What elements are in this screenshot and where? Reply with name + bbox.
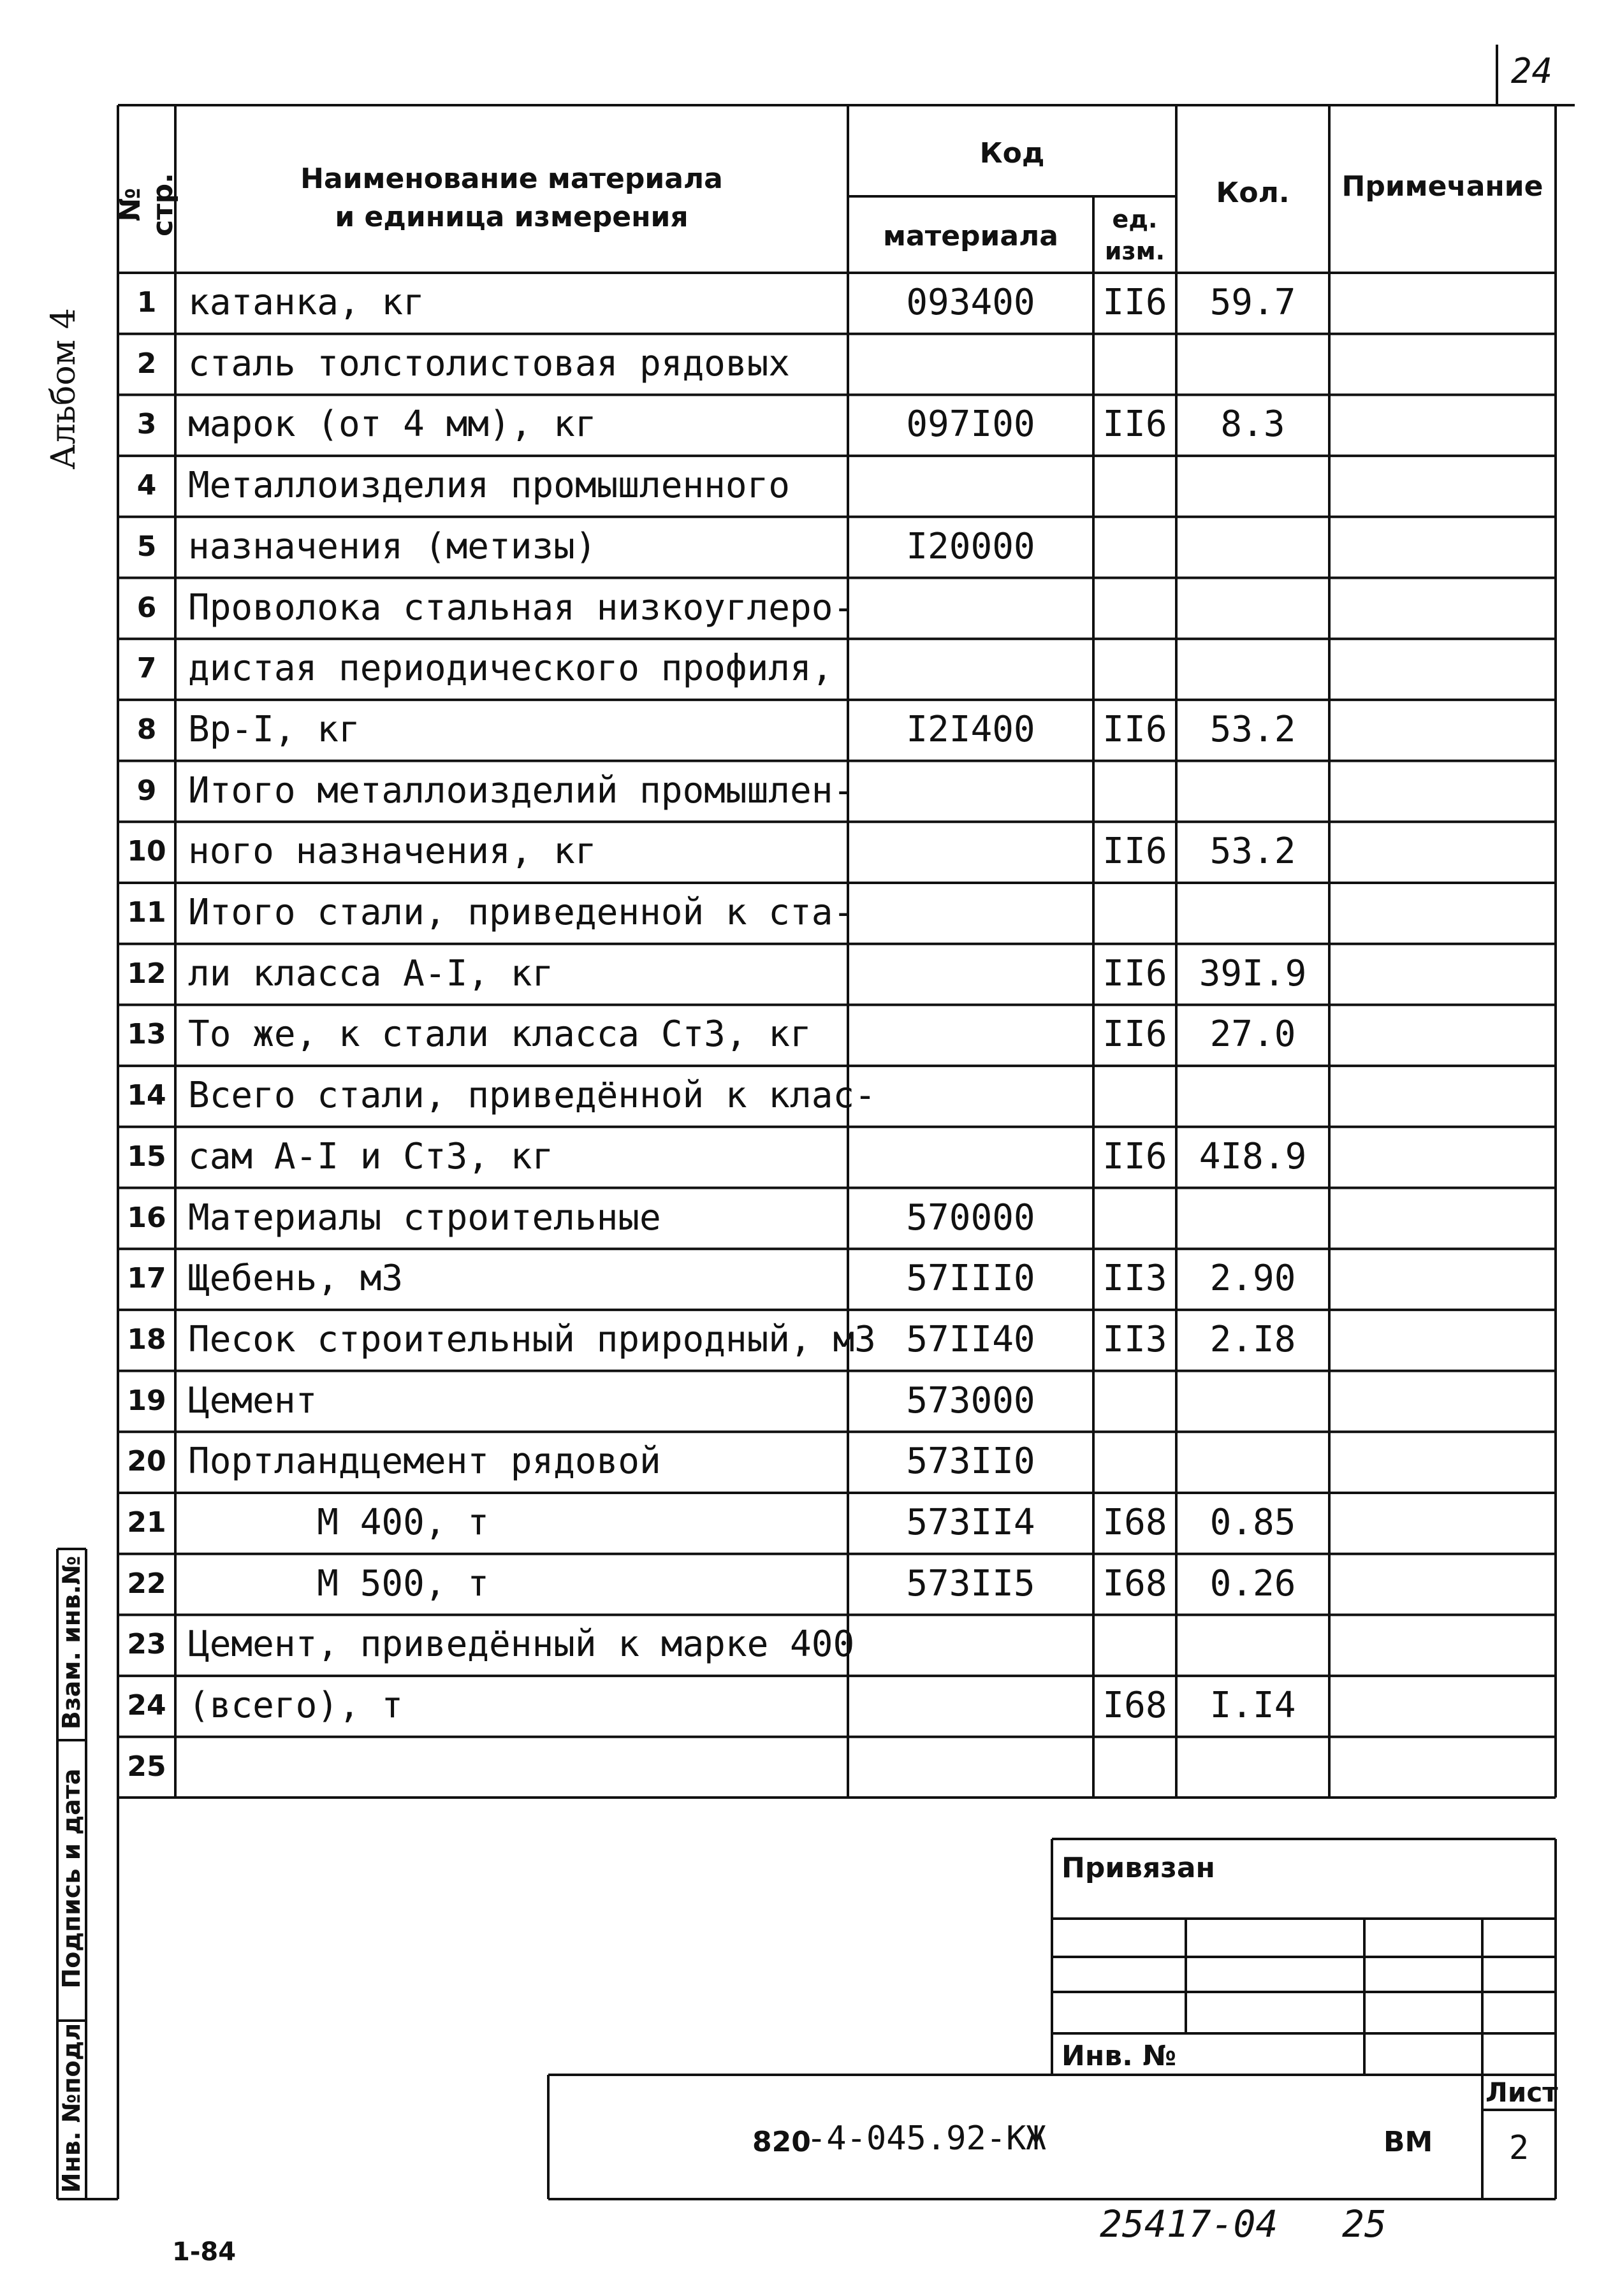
material-code: [848, 1005, 1093, 1064]
material-name: [188, 1737, 845, 1797]
unit-code: [1093, 1188, 1176, 1248]
unit-code: [1093, 334, 1176, 394]
unit-code: II6: [1102, 403, 1167, 446]
header-name-line1: Наименование материала: [300, 163, 723, 195]
unit-code: II6: [1102, 1135, 1167, 1177]
material-name: Итого металлоизделий промышлен-: [188, 769, 855, 811]
material-name: М 400, т: [188, 1502, 490, 1543]
material-code: I20000: [906, 525, 1035, 567]
material-name: сталь толстолистовая рядовых: [188, 342, 791, 384]
sheet-label: Лист: [1485, 2077, 1558, 2108]
quantity: [1176, 761, 1329, 821]
album-label: Альбом 4: [45, 308, 83, 470]
material-code: 573II4: [906, 1502, 1035, 1543]
material-code: [848, 822, 1093, 882]
quantity: [1176, 517, 1329, 577]
unit-code: II6: [1102, 1014, 1167, 1056]
header-unit-line2: изм.: [1104, 237, 1165, 265]
quantity: 0.85: [1209, 1502, 1296, 1543]
unit-code: [1093, 761, 1176, 821]
row-number: 1: [136, 286, 157, 319]
unit-code: [1093, 1737, 1176, 1797]
row-number: 25: [127, 1750, 166, 1783]
row-number: 20: [127, 1445, 166, 1478]
quantity: [1176, 456, 1329, 516]
header-qty: Кол.: [1216, 177, 1290, 209]
material-name: сам А-I и Ст3, кг: [188, 1135, 554, 1177]
row-number: 13: [127, 1018, 166, 1051]
material-code: [848, 1615, 1093, 1675]
unit-code: II6: [1102, 708, 1167, 750]
unit-code: [1093, 1432, 1176, 1492]
material-code: 573II0: [906, 1441, 1035, 1483]
material-name: ного назначения, кг: [188, 831, 597, 873]
material-name: Металлоизделия промышленного: [188, 465, 791, 507]
material-name: Песок строительный природный, м3: [188, 1318, 876, 1360]
archive-number: 25417-04: [1100, 2202, 1278, 2246]
unit-code: II3: [1102, 1258, 1167, 1300]
sheet-number: 2: [1508, 2129, 1529, 2167]
header-code: Код: [979, 137, 1045, 170]
stamp-inv-original: Инв. №подл: [57, 2023, 85, 2193]
material-code: [848, 1676, 1093, 1736]
doc-prefix: 820: [752, 2126, 811, 2158]
unit-code: [1093, 883, 1176, 943]
material-name: Всего стали, приведённой к клас-: [188, 1075, 876, 1117]
quantity: [1176, 1188, 1329, 1248]
material-code: [848, 1127, 1093, 1187]
material-code: [848, 883, 1093, 943]
header-unit-line1: ед.: [1112, 205, 1158, 233]
row-number: 2: [136, 347, 157, 380]
row-number: 18: [127, 1323, 166, 1356]
material-name: Цемент, приведённый к марке 400: [188, 1624, 855, 1666]
material-code: [848, 334, 1093, 394]
quantity: 4I8.9: [1199, 1135, 1307, 1177]
row-number: 4: [136, 469, 157, 502]
quantity: [1176, 1432, 1329, 1492]
quantity: [1176, 334, 1329, 394]
row-number: 23: [127, 1628, 166, 1661]
row-number: 5: [136, 530, 157, 563]
row-number: 8: [136, 713, 157, 746]
row-number: 7: [136, 652, 157, 685]
quantity: I.I4: [1209, 1685, 1296, 1727]
unit-code: I68: [1102, 1502, 1167, 1543]
material-name: То же, к стали класса Ст3, кг: [188, 1014, 812, 1056]
title-privyazan: Привязан: [1062, 1852, 1215, 1884]
material-name: М 500, т: [188, 1562, 490, 1604]
unit-code: [1093, 639, 1176, 699]
material-name: Щебень, м3: [188, 1258, 404, 1300]
material-name: ли класса А-I, кг: [188, 952, 554, 994]
row-number: 14: [127, 1079, 166, 1112]
unit-code: [1093, 1371, 1176, 1431]
row-number: 12: [127, 957, 166, 990]
quantity: 2.I8: [1209, 1318, 1296, 1360]
header-note: Примечание: [1341, 170, 1543, 203]
material-code: 573000: [906, 1379, 1035, 1421]
material-name: марок (от 4 мм), кг: [188, 403, 597, 446]
material-code: 57II40: [906, 1318, 1035, 1360]
quantity: 53.2: [1209, 708, 1296, 750]
material-name: Цемент: [188, 1379, 317, 1421]
row-number: 9: [136, 774, 157, 807]
material-code: [848, 639, 1093, 699]
row-number: 21: [127, 1506, 166, 1539]
quantity: [1176, 1615, 1329, 1675]
corner-page-number: 24: [1511, 51, 1553, 91]
row-number: 3: [136, 408, 157, 441]
material-code: 093400: [906, 282, 1035, 323]
quantity: [1176, 1371, 1329, 1431]
material-code: [848, 578, 1093, 638]
form-number: 1-84: [172, 2237, 237, 2267]
quantity: 53.2: [1209, 831, 1296, 873]
unit-code: I68: [1102, 1562, 1167, 1604]
title-inv-no: Инв. №: [1062, 2040, 1177, 2072]
material-name: Итого стали, приведенной к ста-: [188, 892, 855, 933]
quantity: 59.7: [1209, 282, 1296, 323]
row-number: 10: [127, 835, 166, 868]
material-code: 573II5: [906, 1562, 1035, 1604]
row-number: 24: [127, 1689, 166, 1722]
material-code: 570000: [906, 1196, 1035, 1239]
unit-code: [1093, 517, 1176, 577]
stamp-sign-date: Подпись и дата: [57, 1768, 85, 1989]
material-name: дистая периодического профиля,: [188, 648, 833, 690]
quantity: 0.26: [1209, 1562, 1296, 1604]
material-name: Материалы строительные: [188, 1196, 661, 1239]
row-number: 22: [127, 1567, 166, 1600]
material-code: [848, 1737, 1093, 1797]
row-number: 17: [127, 1262, 166, 1295]
material-code: [848, 456, 1093, 516]
unit-code: [1093, 1066, 1176, 1126]
material-code: [848, 944, 1093, 1004]
row-number: 6: [136, 591, 157, 624]
quantity: 8.3: [1220, 403, 1285, 446]
doc-mark: ВМ: [1383, 2126, 1433, 2158]
row-number: 19: [127, 1384, 166, 1417]
quantity: 39I.9: [1199, 952, 1307, 994]
material-code: [848, 1066, 1093, 1126]
unit-code: II6: [1102, 282, 1167, 323]
material-name: Портландцемент рядовой: [188, 1441, 661, 1483]
row-number: 11: [127, 896, 166, 929]
header-row-number: № стр.: [114, 173, 179, 236]
header-material: материала: [883, 220, 1058, 252]
material-code: 097I00: [906, 403, 1035, 446]
archive-page: 25: [1342, 2202, 1387, 2246]
material-name: Проволока стальная низкоуглеро-: [188, 586, 855, 628]
quantity: [1176, 1737, 1329, 1797]
quantity: [1176, 639, 1329, 699]
quantity: 2.90: [1209, 1258, 1296, 1300]
quantity: [1176, 883, 1329, 943]
unit-code: II6: [1102, 831, 1167, 873]
unit-code: I68: [1102, 1685, 1167, 1727]
unit-code: [1093, 456, 1176, 516]
unit-code: II6: [1102, 952, 1167, 994]
stamp-replaced-inv: Взам. инв.№: [57, 1555, 85, 1730]
material-name: (всего), т: [188, 1685, 404, 1727]
quantity: [1176, 1066, 1329, 1126]
material-code: [848, 761, 1093, 821]
material-name: Вр-I, кг: [188, 708, 360, 750]
material-code: I2I400: [906, 708, 1035, 750]
quantity: [1176, 578, 1329, 638]
unit-code: [1093, 578, 1176, 638]
unit-code: [1093, 1615, 1176, 1675]
header-name-line2: и единица измерения: [335, 201, 689, 233]
doc-code: -4-045.92-КЖ: [806, 2119, 1046, 2158]
material-name: катанка, кг: [188, 282, 425, 323]
quantity: 27.0: [1209, 1014, 1296, 1056]
row-number: 15: [127, 1140, 166, 1173]
material-code: 57III0: [906, 1258, 1035, 1300]
row-number: 16: [127, 1201, 166, 1234]
material-name: назначения (метизы): [188, 525, 597, 567]
unit-code: II3: [1102, 1318, 1167, 1360]
